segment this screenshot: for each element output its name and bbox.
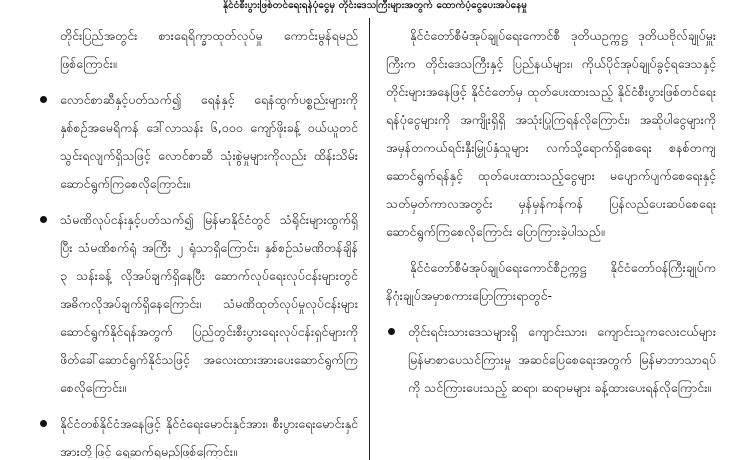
- bullet-icon: [388, 328, 395, 335]
- list-item: [38, 410, 358, 458]
- right-column: [386, 22, 716, 458]
- right-paragraph-1: နိုင်ငံတော်စီမံအုပ်ချုပ်ရေးကောင်စီ ဒုတိယဥက္ကဋ္ဌ ဒုတိယဗိုလ်ချုပ်မှူးကြီးက တိုင်းဒေသကြီးနှင့် ပြည်နယ်များ၊ ကိုယ်ပိုင်အုပ်ချုပ်ခွင့်ရဒေသနှင့် တိုင်းများအနေဖြင့် နိုင်ငံတော်မှ ထုတ်ပေးထားသည့် နိုင်ငံစီးပွားဖြစ်တင်ရေးရန်ပုံငွေများကို အကျိုးရှိရှိ အသုံးပြုကြရန်လိုကြောင်း၊ အဆိုပါငွေများကို အမှန်တကယ်ရင်းနှီးမြှုပ်နှံသူများ လက်သို့ရောက်ရှိစေရေး စနစ်တကျ ဆောင်ရွက်ရန်နှင့် ထုတ်ပေးထားသည့်ငွေများ မပျောက်ပျက်စေရေးနှင့် သတ်မှတ်ကာလအတွင်း မှန်မှန်ကန်ကန် ပြန်လည်ပေးဆပ်စေရေး ဆောင်ရွက်ကြစေလိုကြောင်း ပြောကြားခဲ့ပါသည်။: [386, 28, 716, 239]
- bullet-text: လောင်စာဆီနှင့်ပတ်သက်၍ ရေနံနှင့် ရေနံထွက်ပစ္စည်းများကို နှစ်စဉ်အမေရိကန် ဒေါ်လာသန်း ၆,၀၀၀ ကျော်ဖိုးခန့် ဝယ်ယူတင်သွင်းရလျက်ရှိသဖြင့် လောင်စာဆီ သုံးစွဲမှုများကိုလည်း ထိန်းသိမ်းဆောင်ရွက်ကြစေလိုကြောင်း။: [60, 92, 358, 191]
- bullet-icon: [40, 96, 47, 103]
- list-item: [386, 318, 716, 402]
- bullet-text: သံမဏိလုပ်ငန်းနှင့်ပတ်သက်၍ မြန်မာနိုင်ငံတွင် သံရိုင်းများထွက်ရှိပြီး သံမဏိစက်ရုံ အကြီး ၂ ရုံသာရှိကြောင်း၊ နှစ်စဉ်သံမဏိတန်ချိန် ၃ သန်းခန့် လိုအပ်ချက်ရှိနေပြီး ဆောက်လုပ်ရေးလုပ်ငန်းများတွင် အဓိကလိုအပ်ချက်ရှိနေကြောင်း၊ သံမဏိထုတ်လုပ်မှုလုပ်ငန်းများ ဆောင်ရွက်နိုင်ရန်အတွက် ပြည်တွင်းစီးပွားရေးလုပ်ငန်းရှင်များကို ဖိတ်ခေါ်ဆောင်ရွက်နိုင်သဖြင့် အလေးထားအားပေးဆောင်ရွက်ကြစေလိုကြောင်း။: [60, 212, 358, 395]
- right-paragraph-2: နိုင်ငံတော်စီမံအုပ်ချုပ်ရေးကောင်စီဥက္ကဋ္ဌ နိုင်ငံတော်ဝန်ကြီးချုပ်က နိဂုံးချုပ်အမှာစကားပြောကြားရာတွင်-: [386, 260, 716, 303]
- bullet-icon: [40, 216, 47, 223]
- list-item: [38, 86, 358, 198]
- left-column: [38, 22, 358, 458]
- bullet-icon: [40, 420, 47, 427]
- right-bullet-list: [386, 318, 716, 402]
- left-bullet-list: [38, 86, 358, 458]
- left-intro-paragraph: တိုင်းပြည်အတွင်း စားရေရိက္ခာထုတ်လုပ်မှု ကောင်းမွန်ရမည်ဖြစ်ကြောင်း။: [60, 28, 358, 71]
- list-item: [38, 206, 358, 402]
- page-header: နိုင်ငံစီးပွားဖြစ်တင်ရေးရန်ပုံငွေမှ တိုင်းဒေသကြီးများအတွက် ထောက်ပံ့ငွေပေးအပ်နေမှု: [222, 0, 527, 11]
- bullet-text: နိုင်ငံတစ်နိုင်ငံအနေဖြင့် နိုင်ငံရေးမောင်းနှင်အား၊ စီးပွားရေးမောင်းနှင်အားတို့ဖြင့် ရှေ့ဆက်ရမည်ဖြစ်ကြောင်း။: [60, 416, 358, 458]
- bullet-text: တိုင်းရင်းသားဒေသများရှိ ကျောင်းသား၊ ကျောင်းသူကလေးငယ်များ မြန်မာစာပေသင်ကြားမှု အဆင်ပြေစေရေးအတွက် မြန်မာဘာသာရပ်ကို သင်ကြားပေးသည့် ဆရာ၊ ဆရာမများ ခန့်ထားပေးရန်လိုကြောင်း။: [408, 324, 716, 395]
- column-divider: [369, 18, 370, 460]
